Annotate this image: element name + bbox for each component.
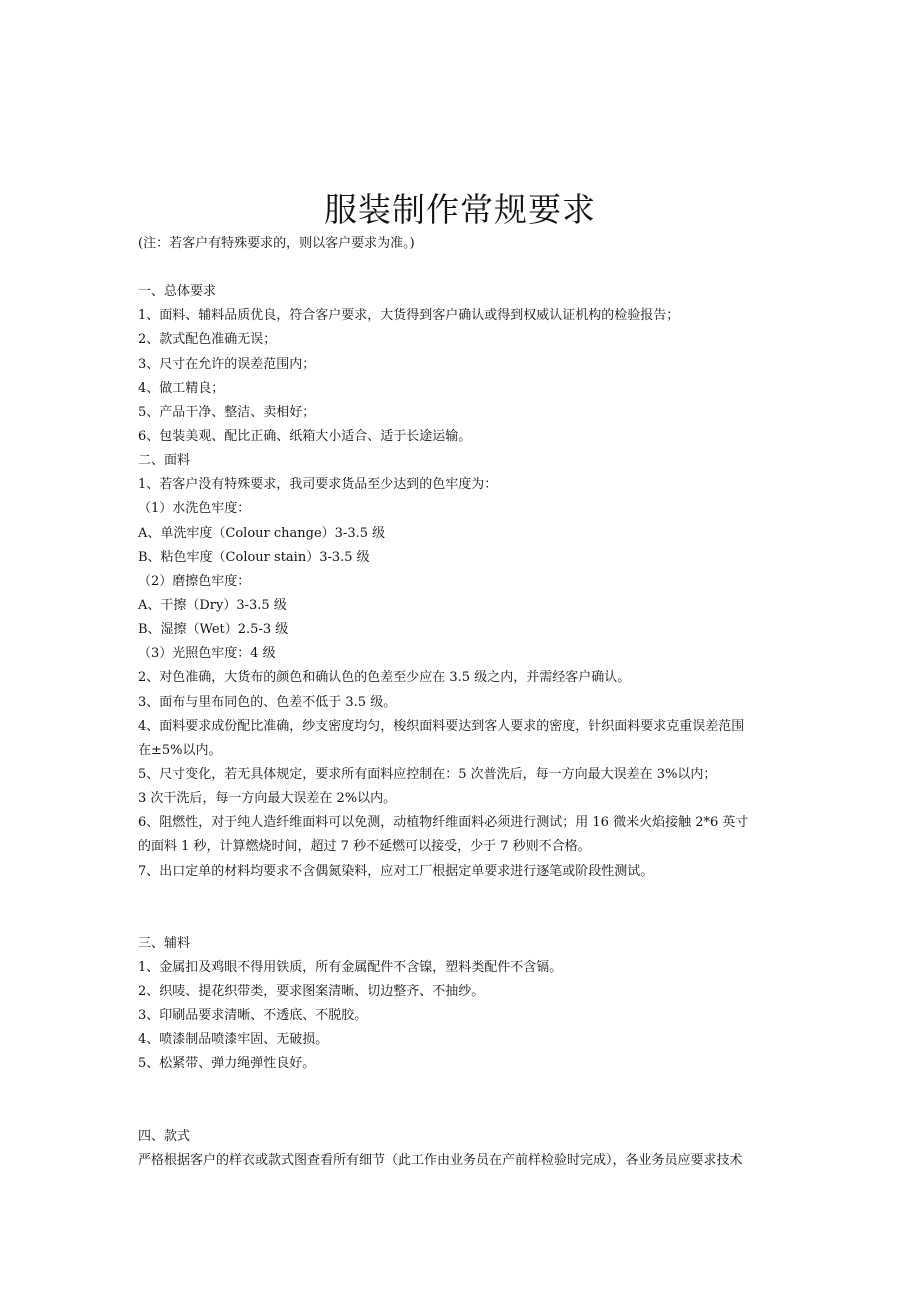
spacer xyxy=(138,1077,788,1125)
note-text: (注：若客户有特殊要求的，则以客户要求为准。) xyxy=(138,236,415,251)
document-title: 服装制作常规要求 xyxy=(324,190,596,229)
list-item: 3、面布与里布同色的、色差不低于 3.5 级。 xyxy=(138,694,397,710)
list-item: 6、阻燃性，对于纯人造纤维面料可以免测，动植物纤维面料必须进行测试；用 16 微米火焰接触 2*6 英寸 xyxy=(138,815,749,831)
list-item: 3、印刷品要求清晰、不透底、不脱胶。 xyxy=(138,1008,368,1024)
list-item: 在±5%以内。 xyxy=(138,742,222,758)
list-item: 5、尺寸变化，若无具体规定，要求所有面料应控制在：5 次普洗后，每一方向最大误差在 3%以内； xyxy=(138,766,717,782)
list-item: 7、出口定单的材料均要求不含偶氮染料，应对工厂根据定单要求进行逐笔或阶段性测试。 xyxy=(138,863,654,879)
document-body xyxy=(138,232,788,1173)
section-heading-general: 一、总体要求 xyxy=(138,284,217,300)
list-item: A、干擦（Dry）3-3.5 级 xyxy=(138,597,287,613)
list-item: 1、金属扣及鸡眼不得用铁质，所有金属配件不含镍，塑料类配件不含镉。 xyxy=(138,959,563,975)
list-item: 4、面料要求成份配比准确，纱支密度均匀，梭织面料要达到客人要求的密度，针织面料要求克重误差范围 xyxy=(138,718,745,734)
list-item: 3、尺寸在允许的误差范围内； xyxy=(138,356,316,372)
list-item: 2、款式配色准确无误； xyxy=(138,332,277,348)
list-item: （1）水洗色牢度： xyxy=(138,501,251,517)
section-heading-accessories: 三、辅料 xyxy=(138,935,191,951)
list-item: 4、喷漆制品喷漆牢固、无破损。 xyxy=(138,1032,329,1048)
list-item: 5、松紧带、弹力绳弹性良好。 xyxy=(138,1056,316,1072)
list-item: A、单洗牢度（Colour change）3-3.5 级 xyxy=(138,525,386,541)
list-item: B、粘色牢度（Colour stain）3-3.5 级 xyxy=(138,549,370,565)
list-item: （3）光照色牢度：4 级 xyxy=(138,646,276,662)
list-item: B、湿擦（Wet）2.5-3 级 xyxy=(138,622,289,638)
list-item: 1、若客户没有特殊要求，我司要求货品至少达到的色牢度为： xyxy=(138,477,498,493)
list-item: 4、做工精良； xyxy=(138,380,225,396)
spacer xyxy=(138,884,788,932)
section-heading-fabric: 二、面料 xyxy=(138,453,191,469)
list-item: 3 次干洗后，每一方向最大误差在 2%以内。 xyxy=(138,791,397,807)
spacer xyxy=(138,256,788,280)
list-item: 2、对色准确，大货布的颜色和确认色的色差至少应在 3.5 级之内，并需经客户确认。 xyxy=(138,670,631,686)
list-item: 6、包装美观、配比正确、纸箱大小适合、适于长途运输。 xyxy=(138,428,472,444)
list-item: （2）磨擦色牢度： xyxy=(138,573,251,589)
list-item: 2、织唛、提花织带类，要求图案清晰、切边整齐、不抽纱。 xyxy=(138,983,485,999)
section-heading-style: 四、款式 xyxy=(138,1128,191,1144)
list-item: 严格根据客户的样衣或款式图查看所有细节（此工作由业务员在产前样检验时完成），各业务员应要求技术 xyxy=(138,1152,743,1168)
list-item: 5、产品干净、整洁、卖相好； xyxy=(138,404,316,420)
list-item: 的面料 1 秒，计算燃烧时间，超过 7 秒不延燃可以接受，少于 7 秒则不合格。 xyxy=(138,839,591,855)
list-item: 1、面料、辅料品质优良，符合客户要求，大货得到客户确认或得到权威认证机构的检验报告； xyxy=(138,308,680,324)
